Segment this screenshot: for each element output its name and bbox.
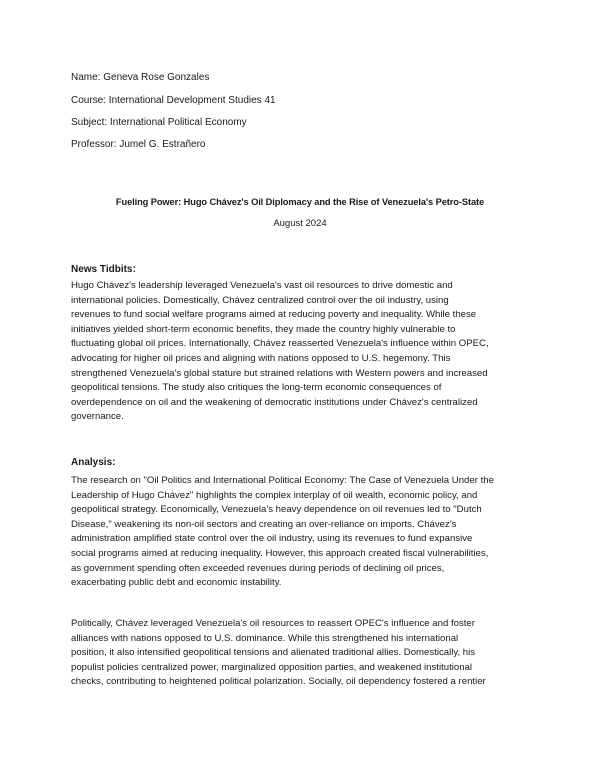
document-title: Fueling Power: Hugo Chávez's Oil Diplomacy and the Rise of Venezuela's Petro-State — [115, 197, 485, 207]
text-line: advocating for higher oil prices and aligning with nations opposed to U.S. hegemony. This — [71, 352, 451, 364]
news-tidbits-heading: News Tidbits: — [71, 264, 136, 275]
text-line: strengthened Venezuela's global stature but strained relations with Western powers and increased — [71, 367, 488, 379]
analysis-paragraph-1 — [71, 474, 533, 591]
text-line: Leadership of Hugo Chávez" highlights the complex interplay of oil wealth, economic policy, and — [71, 489, 478, 501]
analysis-heading: Analysis: — [71, 457, 116, 468]
text-line: geopolitical tensions. The study also critiques the long-term economic consequences of — [71, 382, 442, 394]
subject-line: Subject: International Political Economy — [71, 117, 247, 128]
text-line: fluctuating global oil prices. Internationally, Chávez reasserted Venezuela's influence within OPEC, — [71, 338, 489, 350]
text-line: social programs aimed at reducing inequality. However, this approach created fiscal vulnerabilities, — [71, 547, 489, 559]
text-line: Disease," weakening its non-oil sectors and creating an over-reliance on imports. Chávez's — [71, 518, 457, 530]
news-tidbits-paragraph — [71, 279, 533, 425]
text-line: exacerbating public debt and economic instability. — [71, 577, 282, 589]
text-line: initiatives yielded short-term economic benefits, they made the country highly vulnerable to — [71, 323, 456, 335]
professor-line: Professor: Jumel G. Estrañero — [71, 139, 206, 150]
text-line: as government spending often exceeded revenues during periods of declining oil prices, — [71, 562, 445, 574]
text-line: Hugo Chávez's leadership leveraged Venezuela's vast oil resources to drive domestic and — [71, 280, 453, 291]
analysis-paragraph-2 — [71, 617, 533, 690]
text-line: geopolitical strategy. Economically, Venezuela's heavy dependence on oil revenues led to "Dutch — [71, 504, 482, 516]
text-line: Politically, Chávez leveraged Venezuela's oil resources to reassert OPEC's influence and foster — [71, 618, 475, 629]
course-line: Course: International Development Studies 41 — [71, 95, 276, 106]
text-line: administration amplified state control over the oil industry, using its revenues to fund expansive — [71, 533, 473, 545]
text-line: populist policies centralized power, marginalized opposition parties, and weakened institutional — [71, 661, 473, 673]
text-line: overdependence on oil and the weakening of democratic institutions under Chávez's centralized — [71, 396, 478, 408]
text-line: revenues to fund social welfare programs aimed at reducing poverty and inequality. While these — [71, 309, 477, 321]
author-name: Name: Geneva Rose Gonzales — [71, 72, 210, 83]
text-line: position, it also intensified geopolitical tensions and alienated traditional allies. Domestically, his — [71, 647, 476, 659]
text-line: alliances with nations opposed to U.S. dominance. While this strengthened his international — [71, 632, 459, 644]
text-line: international policies. Domestically, Chávez centralized control over the oil industry, using — [71, 294, 449, 306]
text-line: governance. — [71, 411, 124, 423]
text-line: The research on "Oil Politics and International Political Economy: The Case of Venezuela Under the — [71, 475, 494, 486]
document-date: August 2024 — [273, 218, 327, 229]
text-line: checks, contributing to heightened political polarization. Socially, oil dependency fostered a rentier — [71, 676, 486, 688]
